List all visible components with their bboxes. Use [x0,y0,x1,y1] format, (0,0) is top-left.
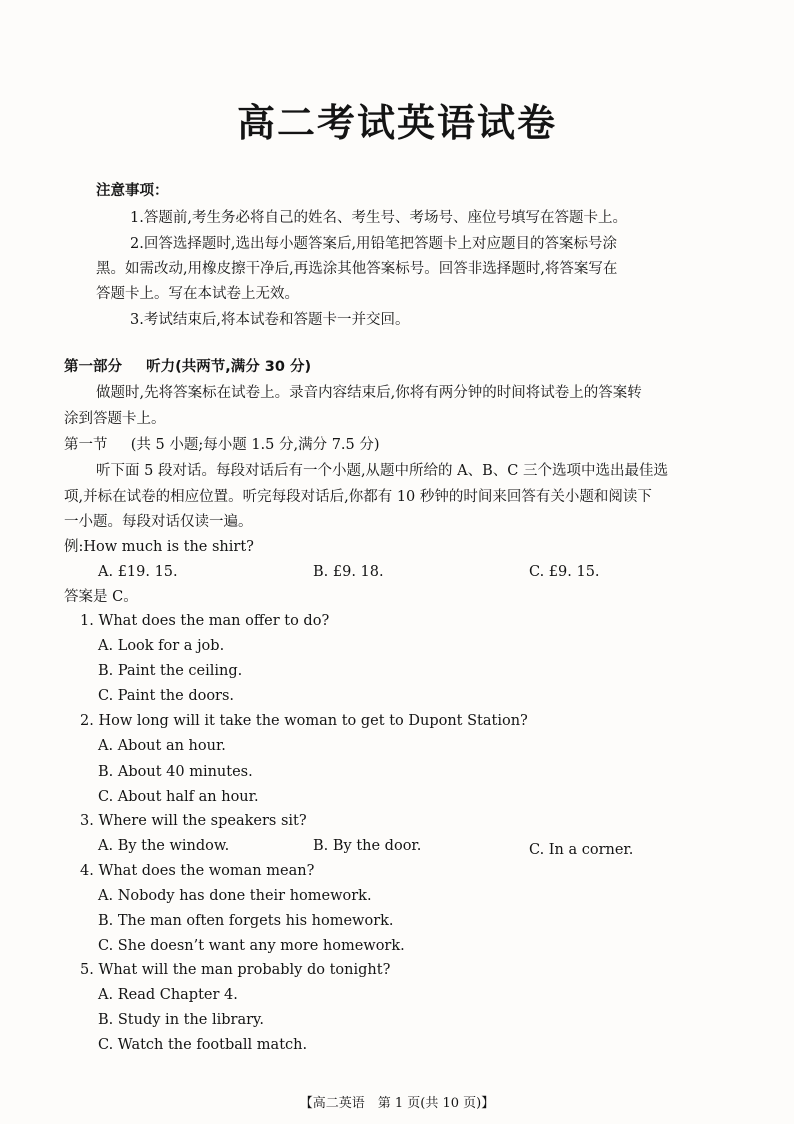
notes-item-1: 1.答题前,考生务必将自己的姓名、考生号、考场号、座位号填写在答题卡上。 [130,210,627,226]
part1-heading [64,358,311,376]
part1-heading-desc: 听力(共两节,满分 30 分) [146,359,312,375]
question-1-option-b: B. Paint the ceiling. [98,663,243,679]
question-3: 3. Where will the speakers sit? [80,813,307,829]
question-4: 4. What does the woman mean? [80,863,315,879]
example-option-b: B. £9. 18. [313,564,384,580]
question-2: 2. How long will it take the woman to get to Dupont Station? [80,713,528,729]
question-4-option-c: C. She doesn’t want any more homework. [98,938,405,954]
example-option-a: A. £19. 15. [98,564,178,580]
section1-instr-line-2: 项,并标在试卷的相应位置。听完每段对话后,你都有 10 秒钟的时间来回答有关小题和阅读下 [64,489,652,505]
question-4-option-b: B. The man often forgets his homework. [98,913,394,929]
question-1-option-a: A. Look for a job. [98,638,225,654]
section1-instr-line-1: 听下面 5 段对话。每段对话后有一个小题,从题中所给的 A、B、C 三个选项中选出最佳选 [96,463,668,479]
question-5: 5. What will the man probably do tonight? [80,962,391,978]
question-5-option-c: C. Watch the football match. [98,1037,308,1053]
question-2-option-c: C. About half an hour. [98,789,259,805]
notes-item-2-line-2: 黑。如需改动,用橡皮擦干净后,再选涂其他答案标号。回答非选择题时,将答案写在 [96,261,618,277]
section1-heading [64,436,380,454]
example-question: 例:How much is the shirt? [64,539,254,555]
question-3-option-a: A. By the window. [98,838,230,854]
part1-heading-label: 第一部分 [64,359,122,375]
part1-intro-line-1: 做题时,先将答案标在试卷上。录音内容结束后,你将有两分钟的时间将试卷上的答案转 [96,385,642,401]
example-answer: 答案是 C。 [64,589,138,605]
exam-title: 高二考试英语试卷 [236,101,557,145]
notes-heading: 注意事项： [96,183,169,199]
question-2-option-b: B. About 40 minutes. [98,764,253,780]
question-2-option-a: A. About an hour. [98,738,226,754]
page-footer-text: 【高二英语 第 1 页(共 10 页)】 [299,1096,495,1111]
section1-heading-desc: (共 5 小题;每小题 1.5 分,满分 7.5 分) [130,437,380,453]
notes-item-2-line-1: 2.回答选择题时,选出每小题答案后,用铅笔把答题卡上对应题目的答案标号涂 [130,236,618,252]
question-3-option-b: B. By the door. [313,838,422,854]
section1-instr-line-3: 一小题。每段对话仅读一遍。 [64,514,253,530]
question-1-option-c: C. Paint the doors. [98,688,235,704]
notes-item-3: 3.考试结束后,将本试卷和答题卡一并交回。 [130,312,410,328]
question-5-option-b: B. Study in the library. [98,1012,264,1028]
question-3-option-c: C. In a corner. [529,842,634,858]
question-4-option-a: A. Nobody has done their homework. [98,888,372,904]
section1-heading-label: 第一节 [64,437,108,453]
page-footer [0,1092,794,1111]
notes-item-2-line-3: 答题卡上。写在本试卷上无效。 [96,286,299,302]
question-1: 1. What does the man offer to do? [80,613,330,629]
question-5-option-a: A. Read Chapter 4. [98,987,238,1003]
part1-intro-line-2: 涂到答题卡上。 [64,411,166,427]
example-option-c: C. £9. 15. [529,564,600,580]
